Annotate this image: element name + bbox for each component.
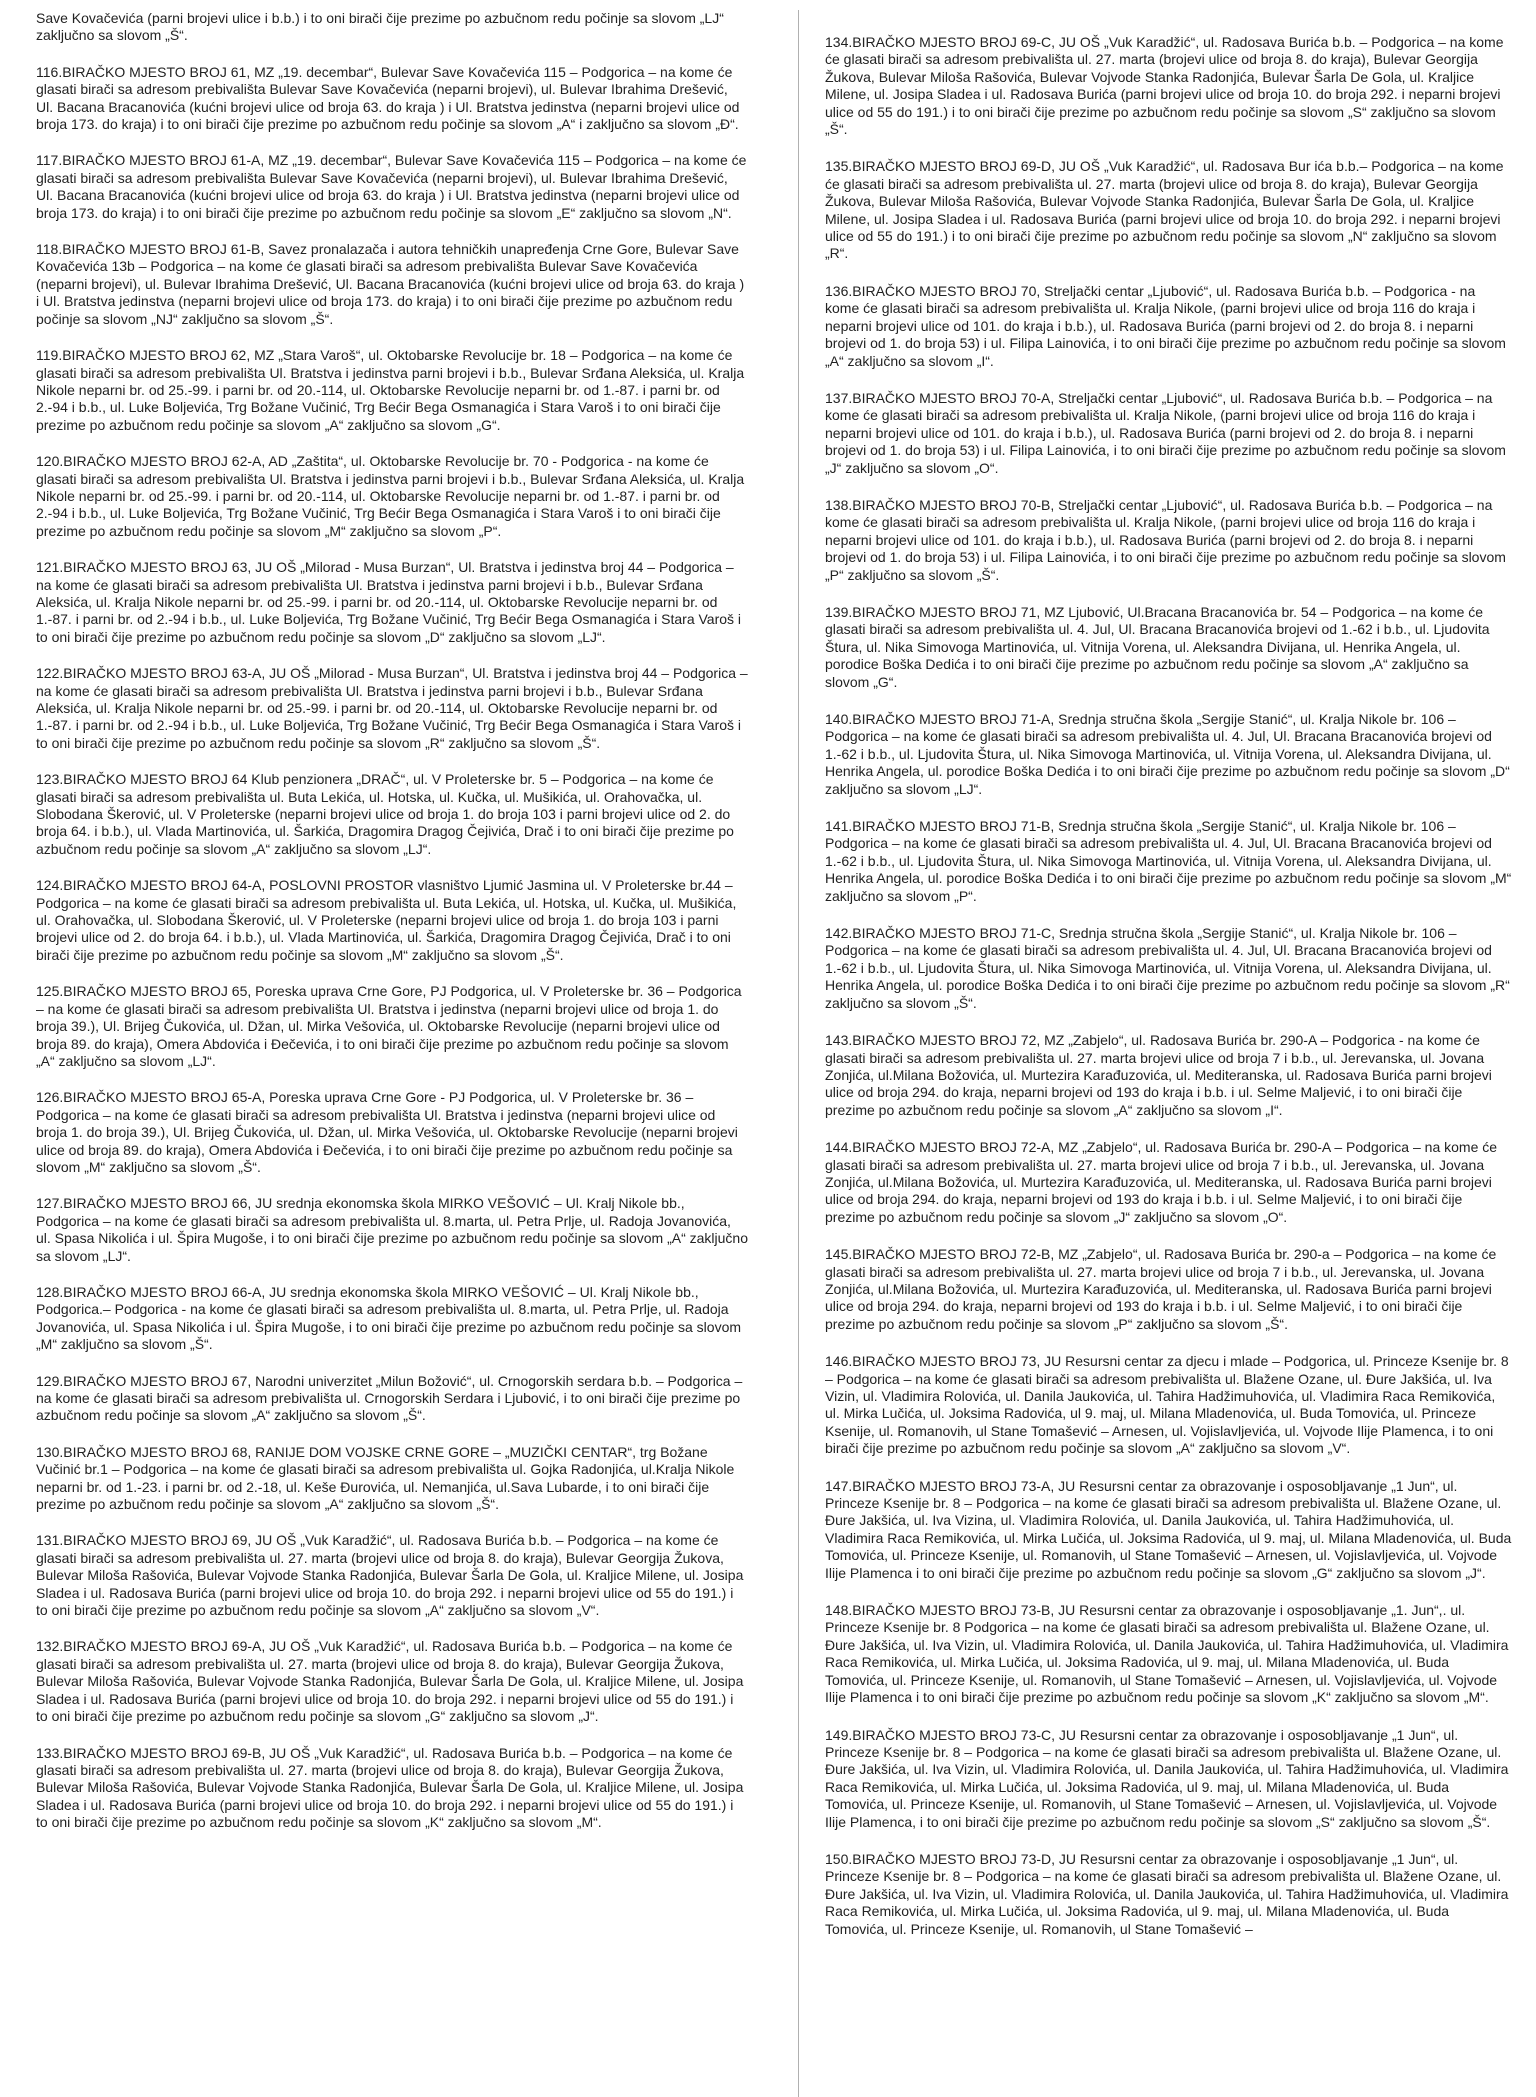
polling-station-entry: 136.BIRAČKO MJESTO BROJ 70, Streljački centar „Ljubović“, ul. Radosava Burića b.b. – Podgorica - na kome će glasati birači sa adresom prebivališta ul. Kralja Nikole, (parni brojevi ulice od broja 116 do kraja i neparni brojevi ulice od 101. do kraja i b.b.), ul. Radosava Burića (parni brojevi od 2. do broja 8. i neparni brojevi od 1. do broja 53) i ul. Filipa Lainovića, i to oni birači čije prezime po azbučnom redu počinje sa slovom „A“ zaključno sa slovom „I“. bbox=[825, 282, 1506, 369]
polling-station-entry: 147.BIRAČKO MJESTO BROJ 73-A, JU Resursni centar za obrazovanje i osposobljavanje „1 Jun“, ul. Princeze Ksenije br. 8 – Podgorica – na kome će glasati birači sa adresom prebivališta ul. Blažene Ozane, ul. Đure Jakšića, ul. Iva Vizina, ul. Vladimira Rolovića, ul. Danila Jaukovića, ul. Tahira Hadžimuhovića, ul. Vladimira Raca Remikovića, ul. Mirka Lučića, ul. Joksima Radovića, ul 9. maj, ul. Milana Mladenovića, ul. Buda Tomovića, ul. Princeze Ksenije, ul. Romanovih, ul Stane Tomašević – Arnesen, ul. Vojislavljevića, ul. Vojvode Ilije Plamenca i to oni birači čije prezime po azbučnom redu počinje sa slovom „G“ zaključno sa slovom „J“. bbox=[825, 1477, 1512, 1581]
polling-station-entry: 145.BIRAČKO MJESTO BROJ 72-B, MZ „Zabjelo“, ul. Radosava Burića br. 290-a – Podgorica – na kome će glasati birači sa adresom prebivališta ul. 27. marta brojevi ulice od broja 7 i b.b., ul. Jerevanska, ul. Jovana Zonjića, ul.Milana Božovića, ul. Murtezira Karađuzovića, ul. Mediteranska, ul. Radosava Burića parni brojevi ulice od broja 294. do kraja, neparni brojevi od 193 do kraja i b.b. i ul. Selme Maljević, i to oni birači čije prezime po azbučnom redu počinje sa slovom „P“ zaključno sa slovom „Š“. bbox=[825, 1246, 1497, 1332]
two-column-layout bbox=[36, 10, 1512, 2097]
polling-station-entry: 124.BIRAČKO MJESTO BROJ 64-A, POSLOVNI PROSTOR vlasništvo Ljumić Jasmina ul. V Proleterske br.44 –Podgorica – na kome će glasati birači sa adresom prebivališta ul. Buta Lekića, ul. Hotska, ul. Kučka, ul. Mušikića, ul. Orahovačka, ul. Slobodana Škerović, ul. V Proleterske (neparni brojevi ulice od broja 1. do broja 103 i parni brojevi ulice od 2. do broja 64. i b.b.), ul. Vlada Martinovića, ul. Šarkića, Dragomira Dragog Čejivića, Drač i to oni birači čije prezime po azbučnom redu počinje sa slovom „M“ zaključno sa slovom „Š“. bbox=[36, 877, 737, 963]
polling-station-entry: 129.BIRAČKO MJESTO BROJ 67, Narodni univerzitet „Milun Božović“, ul. Crnogorskih serdara b.b. – Podgorica – na kome će glasati birači sa adresom prebivališta ul. Crnogorskih Serdara i Ljubović, i to oni birači čije prezime po azbučnom redu počinje sa slovom „A“ zaključno sa slovom „Š“. bbox=[36, 1372, 743, 1424]
polling-station-entry: 128.BIRAČKO MJESTO BROJ 66-A, JU srednja ekonomska škola MIRKO VEŠOVIĆ – Ul. Kralj Nikole bb., Podgorica.– Podgorica - na kome će glasati birači sa adresom prebivališta ul. 8.marta, ul. Petra Prlje, ul. Radoja Jovanovića, ul. Spasa Nikolića i ul. Špira Mugoše, i to oni birači čije prezime po azbučnom redu počinje sa slovom „M“ zaključno sa slovom „Š“. bbox=[36, 1283, 742, 1353]
polling-station-entry: 143.BIRAČKO MJESTO BROJ 72, MZ „Zabjelo“, ul. Radosava Burića br. 290-A – Podgorica - na kome će glasati birači sa adresom prebivališta ul. 27. marta brojevi ulice od broja 7 i b.b., ul. Jerevanska, ul. Jovana Zonjića, ul.Milana Božovića, ul. Murtezira Karađuzovića, ul. Mediteranska, ul. Radosava Burića parni brojevi ulice od broja 294. do kraja, neparni brojevi od 193 do kraja i b.b. i ul. Selme Maljević, i to oni birači čije prezime po azbučnom redu počinje sa slovom „A“ zaključno sa slovom „I“. bbox=[825, 1032, 1492, 1118]
polling-station-entry: 140.BIRAČKO MJESTO BROJ 71-A, Srednja stručna škola „Sergije Stanić“, ul. Kralja Nikole br. 106 – Podgorica – na kome će glasati birači sa adresom prebivališta ul. 4. Jul, Ul. Bracana Bracanovića brojevi od 1.-62 i b.b., ul. Ljudovita Štura, ul. Nika Simovoga Martinovića, ul. Vitnija Vorena, ul. Aleksandra Divijana, ul. Henrika Angela, ul. porodice Boška Dedića i to oni birači čije prezime po azbučnom redu počinje sa slovom „D“ zaključno sa slovom „LJ“. bbox=[825, 711, 1510, 797]
polling-station-entry: 141.BIRAČKO MJESTO BROJ 71-B, Srednja stručna škola „Sergije Stanić“, ul. Kralja Nikole br. 106 – Podgorica – na kome će glasati birači sa adresom prebivališta ul. 4. Jul, Ul. Bracana Bracanovića brojevi od 1.-62 i b.b., ul. Ljudovita Štura, ul. Nika Simovoga Martinovića, ul. Vitnija Vorena, ul. Aleksandra Divijana, ul. Henrika Angela, ul. porodice Boška Dedića i to oni birači čije prezime po azbučnom redu počinje sa slovom „M“ zaključno sa slovom „P“. bbox=[825, 818, 1512, 904]
polling-station-entry: 126.BIRAČKO MJESTO BROJ 65-A, Poreska uprava Crne Gore - PJ Podgorica, ul. V Proleterske br. 36 – Podgorica – na kome će glasati birači sa adresom prebivališta Ul. Bratstva i jedinstva (neparni brojevi ulice od broja 1. do broja 39.), Ul. Brijeg Čukovića, ul. Džan, ul. Mirka Vešovića, ul. Oktobarske Revolucije (neparni brojevi ulice od broja 89. do kraja), Omera Abdovića i Đečevića, i to oni birači čije prezime po azbučnom redu počinje sa slovom „M“ zaključno sa slovom „Š“. bbox=[36, 1089, 738, 1175]
polling-station-entry: 139.BIRAČKO MJESTO BROJ 71, MZ Ljubović, Ul.Bracana Bracanovića br. 54 – Podgorica – na kome će glasati birači sa adresom prebivališta ul. 4. Jul, Ul. Bracana Bracanovića brojevi od 1.-62 i b.b., ul. Ljudovita Štura, ul. Nika Simovoga Martinovića, ul. Vitnija Vorena, ul. Aleksandra Divijana, ul. Henrika Angela, ul. porodice Boška Dedića i to oni birači čije prezime po azbučnom redu počinje sa slovom „A“ zaključno sa slovom „G“. bbox=[825, 603, 1490, 690]
polling-station-entry: 131.BIRAČKO MJESTO BROJ 69, JU OŠ „Vuk Karadžić“, ul. Radosava Burića b.b. – Podgorica – na kome će glasati birači sa adresom prebivališta ul. 27. marta (brojevi ulice od broja 8. do kraja), Bulevar Georgija Žukova, Bulevar Miloša Rašovića, Bulevar Vojvode Stanka Radonjića, Bulevar Šarla De Gola, ul. Kraljice Milene, ul. Josipa Sladea i ul. Radosava Burića (parni brojevi ulice od broja 10. do broja 292. i neparni brojevi ulice od 55 do 191.) i to oni birači čije prezime po azbučnom redu počinje sa slovom „A“ zaključno sa slovom „V“. bbox=[36, 1532, 744, 1619]
polling-station-entry: 117.BIRAČKO MJESTO BROJ 61-A, MZ „19. decembar“, Bulevar Save Kovačevića 115 – Podgorica – na kome će glasati birači sa adresom prebivališta Bulevar Save Kovačevića (neparni brojevi), ul. Bulevar Ibrahima Drešević, Ul. Bacana Bracanovića (kućni brojevi ulice od broja 63. do kraja ) i Ul. Bratstva jedinstva (neparni brojevi ulice od broja 173. do kraja) i to oni birači čije prezime po azbučnom redu počinje sa slovom „E“ zaključno sa slovom „N“. bbox=[36, 152, 747, 221]
right-column bbox=[798, 10, 1512, 2097]
polling-station-entry: 135.BIRAČKO MJESTO BROJ 69-D, JU OŠ „Vuk Karadžić“, ul. Radosava Bur ića b.b.– Podgorica – na kome će glasati birači sa adresom prebivališta ul. 27. marta (brojevi ulice od broja 8. do kraja), Bulevar Georgija Žukova, Bulevar Miloša Rašovića, Bulevar Vojvode Stanka Radonjića, Bulevar Šarla De Gola, ul. Kraljice Milene, ul. Josipa Sladea i ul. Radosava Burića (parni brojevi ulice od broja 10. do broja 292. i neparni brojevi ulice od 55 do 191.) i to oni birači čije prezime po azbučnom redu počinje sa slovom „N“ zaključno sa slovom „R“. bbox=[825, 158, 1504, 262]
polling-station-entry: 149.BIRAČKO MJESTO BROJ 73-C, JU Resursni centar za obrazovanje i osposobljavanje „1 Jun“, ul. Princeze Ksenije br. 8 – Podgorica – na kome će glasati birači sa adresom prebivališta ul. Blažene Ozane, ul. Đure Jakšića, ul. Iva Vizin, ul. Vladimira Rolovića, ul. Danila Jaukovića, ul. Tahira Hadžimuhovića, ul. Vladimira Raca Remikovića, ul. Mirka Lučića, ul. Joksima Radovića, ul 9. maj, ul. Milana Mladenovića, ul. Buda Tomovića, ul. Princeze Ksenije, ul. Romanovih, ul Stane Tomašević – Arnesen, ul. Vojislavljevića, ul. Vojvode Ilije Plamenca, i to oni birači čije prezime po azbučnom redu počinje sa slovom „S“ zaključno sa slovom „Š“. bbox=[825, 1726, 1509, 1830]
polling-station-entry: 116.BIRAČKO MJESTO BROJ 61, MZ „19. decembar“, Bulevar Save Kovačevića 115 – Podgorica – na kome će glasati birači sa adresom prebivališta Bulevar Save Kovačevića (neparni brojevi), ul. Bulevar Ibrahima Drešević, Ul. Bacana Bracanovića (kućni brojevi ulice od broja 63. do kraja ) i Ul. Bratstva jedinstva (neparni brojevi ulice od broja 173. do kraja) i to oni birači čije prezime po azbučnom redu počinje sa slovom „A“ i zaključno sa slovom „Đ“. bbox=[36, 63, 740, 133]
polling-station-entry: 121.BIRAČKO MJESTO BROJ 63, JU OŠ „Milorad - Musa Burzan“, Ul. Bratstva i jedinstva broj 44 – Podgorica – na kome će glasati birači sa adresom prebivališta Ul. Bratstva i jedinstva parni brojevi i b.b., Bulevar Srđana Aleksića, ul. Kralja Nikole neparni br. od 25.-99. i parni br. od 20.-114, ul. Oktobarske Revolucije neparni br. od 1.-87. i parni br. od 2.-94 i b.b., ul. Luke Boljevića, Trg Božane Vučinić, Trg Bećir Bega Osmanagića i Stara Varoš i to oni birači čije prezime po azbučnom redu počinje sa slovom „D“ zaključno sa slovom „LJ“. bbox=[36, 559, 742, 645]
polling-station-entry: 148.BIRAČKO MJESTO BROJ 73-B, JU Resursni centar za obrazovanje i osposobljavanje „1. Jun“,. ul. Princeze Ksenije br. 8 Podgorica – na kome će glasati birači sa adresom prebivališta ul. Blažene Ozane, ul. Đure Jakšića, ul. Iva Vizin, ul. Vladimira Rolovića, ul. Danila Jaukovića, ul. Tahira Hadžimuhovića, ul. Vladimira Raca Remikovića, ul. Mirka Lučića, ul. Joksima Radovića, ul 9. maj, ul. Milana Mladenovića, ul. Buda Tomovića, ul. Princeze Ksenije, ul. Romanovih, ul Stane Tomašević – Arnesen, ul. Vojislavljevića, ul. Vojvode Ilije Plamenca i to oni birači čije prezime po azbučnom redu počinje sa slovom „K“ zaključno sa slovom „M“. bbox=[825, 1602, 1509, 1706]
polling-station-entry: 118.BIRAČKO MJESTO BROJ 61-B, Savez pronalazača i autora tehničkih unapređenja Crne Gore, Bulevar Save Kovačevića 13b – Podgorica – na kome će glasati birači sa adresom prebivališta Bulevar Save Kovačevića (neparni brojevi), ul. Bulevar Ibrahima Drešević, Ul. Bacana Bracanovića (kućni brojevi ulice od broja 63. do kraja ) i Ul. Bratstva jedinstva (neparni brojevi ulice od broja 173. do kraja) i to oni birači čije prezime po azbučnom redu počinje sa slovom „NJ“ zaključno sa slovom „Š“. bbox=[36, 241, 745, 327]
polling-station-entry: 132.BIRAČKO MJESTO BROJ 69-A, JU OŠ „Vuk Karadžić“, ul. Radosava Burića b.b. – Podgorica – na kome će glasati birači sa adresom prebivališta ul. 27. marta (brojevi ulice od broja 8. do kraja), Bulevar Georgija Žukova, Bulevar Miloša Rašovića, Bulevar Vojvode Stanka Radonjića, Bulevar Šarla De Gola, ul. Kraljice Milene, ul. Josipa Sladea i ul. Radosava Burića (parni brojevi ulice od broja 10. do broja 292. i neparni brojevi ulice od 55 do 191.) i to oni birači čije prezime po azbučnom redu počinje sa slovom „G“ zaključno sa slovom „J“. bbox=[36, 1638, 744, 1725]
polling-station-entry: 144.BIRAČKO MJESTO BROJ 72-A, MZ „Zabjelo“, ul. Radosava Burića br. 290-A – Podgorica – na kome će glasati birači sa adresom prebivališta ul. 27. marta brojevi ulice od broja 7 i b.b., ul. Jerevanska, ul. Jovana Zonjića, ul.Milana Božovića, ul. Murtezira Karađuzovića, ul. Mediteranska, ul. Radosava Burića parni brojevi ulice od broja 294. do kraja, neparni brojevi od 193 do kraja i b.b. i ul. Selme Maljević, i to oni birači čije prezime po azbučnom redu počinje sa slovom „J“ zaključno sa slovom „O“. bbox=[825, 1139, 1498, 1225]
polling-station-entry: 120.BIRAČKO MJESTO BROJ 62-A, AD „Zaštita“, ul. Oktobarske Revolucije br. 70 - Podgorica - na kome će glasati birači sa adresom prebivališta Ul. Bratstva i jedinstva parni brojevi i b.b., Bulevar Srđana Aleksića, ul. Kralja Nikole neparni br. od 25.-99. i parni br. od 20.-114, ul. Oktobarske Revolucije neparni br. od 1.-87. i parni br. od 2.-94 i b.b., ul. Luke Boljevića, Trg Božane Vučinić, Trg Bećir Bega Osmanagića i Stara Varoš i to oni birači čije prezime po azbučnom redu počinje sa slovom „M“ zaključno sa slovom „P“. bbox=[36, 453, 745, 539]
polling-station-entry: Save Kovačevića (parni brojevi ulice i b.b.) i to oni birači čije prezime po azbučnom redu počinje sa slovom „LJ“ zaključno sa slovom „Š“. bbox=[36, 10, 724, 44]
polling-station-entry: 133.BIRAČKO MJESTO BROJ 69-B, JU OŠ „Vuk Karadžić“, ul. Radosava Burića b.b. – Podgorica – na kome će glasati birači sa adresom prebivališta ul. 27. marta (brojevi ulice od broja 8. do kraja), Bulevar Georgija Žukova, Bulevar Miloša Rašovića, Bulevar Vojvode Stanka Radonjića, Bulevar Šarla De Gola, ul. Kraljice Milene, ul. Josipa Sladea i ul. Radosava Burića (parni brojevi ulice od broja 10. do broja 292. i neparni brojevi ulice od 55 do 191.) i to oni birači čije prezime po azbučnom redu počinje sa slovom „K“ zaključno sa slovom „M“. bbox=[36, 1744, 744, 1831]
polling-station-entry: 123.BIRAČKO MJESTO BROJ 64 Klub penzionera „DRAČ“, ul. V Proleterske br. 5 – Podgorica – na kome će glasati birači sa adresom prebivališta ul. Buta Lekića, ul. Hotska, ul. Kučka, ul. Mušikića, ul. Orahovačka, ul. Slobodana Škerović, ul. V Proleterske (neparni brojevi ulice od broja 1. do broja 103 i parni brojevi ulice od 2. do broja 64. i b.b.), ul. Vlada Martinovića, ul. Šarkića, Dragomira Dragog Čejivića, Drač i to oni birači čije prezime po azbučnom redu počinje sa slovom „A“ zaključno sa slovom „LJ“. bbox=[36, 771, 734, 857]
polling-station-entry: 119.BIRAČKO MJESTO BROJ 62, MZ „Stara Varoš“, ul. Oktobarske Revolucije br. 18 – Podgorica – na kome će glasati birači sa adresom prebivališta Ul. Bratstva i jedinstva parni brojevi i b.b., Bulevar Srđana Aleksića, ul. Kralja Nikole neparni br. od 25.-99. i parni br. od 20.-114, ul. Oktobarske Revolucije neparni br. od 1.-87. i parni br. od 2.-94 i b.b., ul. Luke Boljevića, Trg Božane Vučinić, Trg Bećir Bega Osmanagića i Stara Varoš i to oni birači čije prezime po azbučnom redu počinje sa slovom „A“ zaključno sa slovom „G“. bbox=[36, 347, 745, 433]
polling-station-entry: 142.BIRAČKO MJESTO BROJ 71-C, Srednja stručna škola „Sergije Stanić“, ul. Kralja Nikole br. 106 – Podgorica – na kome će glasati birači sa adresom prebivališta ul. 4. Jul, Ul. Bracana Bracanovića brojevi od 1.-62 i b.b., ul. Ljudovita Štura, ul. Nika Simovoga Martinovića, ul. Vitnija Vorena, ul. Aleksandra Divijana, ul. Henrika Angela, ul. porodice Boška Dedića i to oni birači čije prezime po azbučnom redu počinje sa slovom „R“ zaključno sa slovom „Š“. bbox=[825, 925, 1510, 1011]
polling-station-entry: 130.BIRAČKO MJESTO BROJ 68, RANIJE DOM VOJSKE CRNE GORE – „MUZIČKI CENTAR“, trg Božane Vučinić br.1 – Podgorica – na kome će glasati birači sa adresom prebivališta ul. Gojka Radonjića, ul.Kralja Nikole neparni br. od 1.-23. i parni br. od 2.-18, ul. Keše Đurovića, ul. Nemanjića, ul.Sava Lubarde, i to oni birači čije prezime po azbučnom redu počinje sa slovom „A“ zaključno sa slovom „Š“. bbox=[36, 1443, 735, 1513]
polling-station-entry: 122.BIRAČKO MJESTO BROJ 63-A, JU OŠ „Milorad - Musa Burzan“, Ul. Bratstva i jedinstva broj 44 – Podgorica – na kome će glasati birači sa adresom prebivališta Ul. Bratstva i jedinstva parni brojevi i b.b., Bulevar Srđana Aleksića, ul. Kralja Nikole neparni br. od 25.-99. i parni br. od 20.-114, ul. Oktobarske Revolucije neparni br. od 1.-87. i parni br. od 2.-94 i b.b., ul. Luke Boljevića, Trg Božane Vučinić, Trg Bećir Bega Osmanagića i Stara Varoš i to oni birači čije prezime po azbučnom redu počinje sa slovom „R“ zaključno sa slovom „Š“. bbox=[36, 665, 748, 751]
polling-station-entry: 125.BIRAČKO MJESTO BROJ 65, Poreska uprava Crne Gore, PJ Podgorica, ul. V Proleterske br. 36 – Podgorica – na kome će glasati birači sa adresom prebivališta Ul. Bratstva i jedinstva (neparni brojevi ulice od broja 1. do broja 39.), Ul. Brijeg Čukovića, ul. Džan, ul. Mirka Vešovića, ul. Oktobarske Revolucije (neparni brojevi ulice od broja 89. do kraja), Omera Abdovića i Đečevića, i to oni birači čije prezime po azbučnom redu počinje sa slovom „A“ zaključno sa slovom „LJ“. bbox=[36, 983, 742, 1069]
polling-station-entry: 146.BIRAČKO MJESTO BROJ 73, JU Resursni centar za djecu i mlade – Podgorica, ul. Princeze Ksenije br. 8 – Podgorica – na kome će glasati birači sa adresom prebivališta ul. Blažene Ozane, ul. Đure Jakšića, ul. Iva Vizin, ul. Vladimira Rolovića, ul. Danila Jaukovića, ul. Tahira Hadžimuhovića, ul. Vladimira Raca Remikovića, ul. Mirka Lučića, ul. Joksima Radovića, ul 9. maj, ul. Milana Mladenovića, ul. Buda Tomovića, ul. Princeze Ksenije, ul. Romanovih, ul Stane Tomašević – Arnesen, ul. Vojislavljevića, ul. Vojvode Ilije Plamenca, i to oni birači čije prezime po azbučnom redu počinje sa slovom „A“ zaključno sa slovom „V“. bbox=[825, 1353, 1509, 1457]
polling-station-entry: 137.BIRAČKO MJESTO BROJ 70-A, Streljački centar „Ljubović“, ul. Radosava Burića b.b. – Podgorica – na kome će glasati birači sa adresom prebivališta ul. Kralja Nikole, (parni brojevi ulice od broja 116 do kraja i neparni brojevi ulice od 101. do kraja i b.b.), ul. Radosava Burića (parni brojevi od 2. do broja 8. i neparni brojevi od 1. do broja 53) i ul. Filipa Lainovića, i to oni birači čije prezime po azbučnom redu počinje sa slovom „J“ zaključno sa slovom „O“. bbox=[825, 389, 1506, 476]
left-column bbox=[36, 10, 756, 2097]
polling-station-entry: 138.BIRAČKO MJESTO BROJ 70-B, Streljački centar „Ljubović“, ul. Radosava Burića b.b. – Podgorica – na kome će glasati birači sa adresom prebivališta ul. Kralja Nikole, (parni brojevi ulice od broja 116 do kraja i neparni brojevi ulice od 101. do kraja i b.b.), ul. Radosava Burića (parni brojevi od 2. do broja 8. i neparni brojevi od 1. do broja 53) i ul. Filipa Lainovića, i to oni birači čije prezime po azbučnom redu počinje sa slovom „P“ zaključno sa slovom „Š“. bbox=[825, 496, 1506, 583]
polling-station-entry: 127.BIRAČKO MJESTO BROJ 66, JU srednja ekonomska škola MIRKO VEŠOVIĆ – Ul. Kralj Nikole bb., Podgorica – na kome će glasati birači sa adresom prebivališta ul. 8.marta, ul. Petra Prlje, ul. Radoja Jovanovića, ul. Spasa Nikolića i ul. Špira Mugoše, i to oni birači čije prezime po azbučnom redu počinje sa slovom „A“ zaključno sa slovom „LJ“. bbox=[36, 1195, 748, 1264]
polling-station-entry: 150.BIRAČKO MJESTO BROJ 73-D, JU Resursni centar za obrazovanje i osposobljavanje „1 Jun“, ul. Princeze Ksenije br. 8 – Podgorica – na kome će glasati birači sa adresom prebivališta ul. Blažene Ozane, ul. Đure Jakšića, ul. Iva Vizin, ul. Vladimira Rolovića, ul. Danila Jaukovića, ul. Tahira Hadžimuhovića, ul. Vladimira Raca Remikovića, ul. Mirka Lučića, ul. Joksima Radovića, ul 9. maj, ul. Milana Mladenovića, ul. Buda Tomovića, ul. Princeze Ksenije, ul. Romanovih, ul Stane Tomašević – bbox=[825, 1850, 1509, 1937]
polling-station-entry: 134.BIRAČKO MJESTO BROJ 69-C, JU OŠ „Vuk Karadžić“, ul. Radosava Burića b.b. – Podgorica – na kome će glasati birači sa adresom prebivališta ul. 27. marta (brojevi ulice od broja 8. do kraja), Bulevar Georgija Žukova, Bulevar Miloša Rašovića, Bulevar Vojvode Stanka Radonjića, Bulevar Šarla De Gola, ul. Kraljice Milene, ul. Josipa Sladea i ul. Radosava Burića (parni brojevi ulice od broja 10. do broja 292. i neparni brojevi ulice od 55 do 191.) i to oni birači čije prezime po azbučnom redu počinje sa slovom „S“ zaključno sa slovom „Š“. bbox=[825, 34, 1504, 138]
